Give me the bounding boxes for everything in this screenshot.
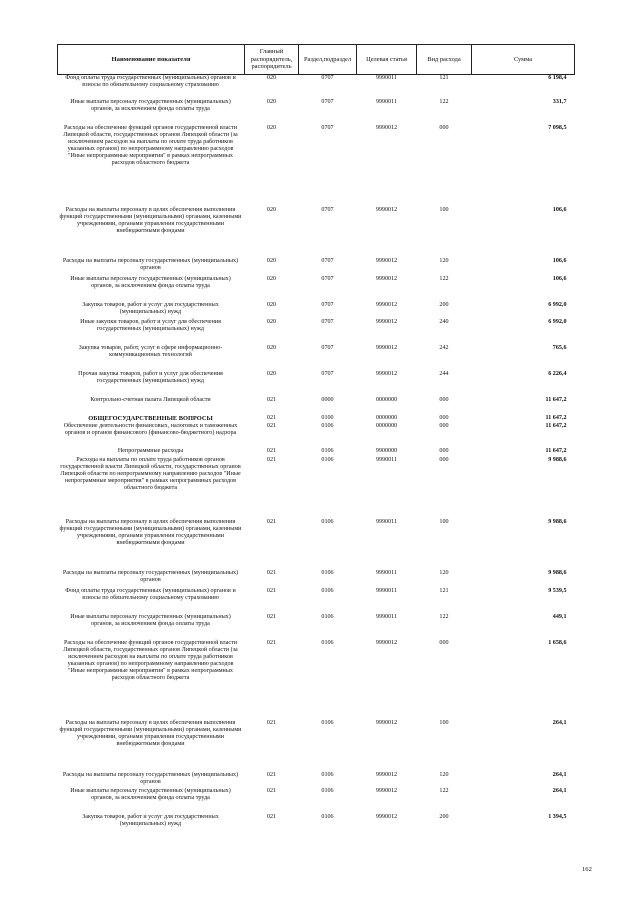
cell-section: 0707: [321, 206, 334, 213]
cell-grbs: 021: [266, 787, 277, 794]
cell-sum: 11 647,2: [545, 447, 567, 454]
cell-section: 0707: [321, 257, 334, 264]
cell-target: 9990011: [375, 518, 398, 525]
table-row: [58, 276, 575, 302]
cell-sum: 9 988,6: [548, 456, 567, 463]
table-row: [58, 788, 575, 814]
cell-sum: 6 198,4: [548, 75, 567, 81]
cell-section: 0106: [321, 639, 334, 646]
cell-sum: 106,6: [552, 206, 567, 213]
table-row: [58, 415, 575, 423]
cell-exptype: 200: [439, 301, 449, 308]
cell-name: Расходы на обеспечение функций органов государственной власти Липецкой области, государственных органов Липецкой области (за исключением расходов на выплаты по оплате труда работников указанных органов) по непрограммному направлению расходов "Иные непрограммные мероприятия" в рамках непрограммных расходов областного бюджета: [63, 639, 238, 681]
cell-name: Расходы на выплаты персоналу государственных (муниципальных) органов: [62, 771, 239, 785]
cell-target: 0000000: [375, 422, 398, 429]
cell-section: 0106: [321, 518, 334, 525]
cell-section: 0106: [321, 569, 334, 576]
cell-target: 0000000: [375, 414, 398, 421]
header-target: Целевая статья: [357, 45, 417, 75]
cell-name: Непрограммные расходы: [117, 447, 184, 454]
cell-sum: 7 098,5: [548, 124, 567, 131]
cell-target: 9990011: [375, 98, 398, 105]
cell-sum: 264,1: [552, 771, 567, 778]
cell-grbs: 020: [266, 301, 277, 308]
cell-grbs: 021: [266, 613, 277, 620]
cell-name: Иные выплаты персоналу государственных (муниципальных) органов, за исключением фонда оплаты труда: [70, 275, 231, 289]
cell-name: Иные закупки товаров, работ и услуг для обеспечения государственных (муниципальных) нужд: [80, 318, 221, 332]
cell-target: 9990012: [375, 257, 398, 264]
table-row: [58, 720, 575, 772]
budget-table: [57, 44, 575, 830]
cell-grbs: 020: [266, 370, 277, 377]
table-row: [58, 614, 575, 640]
table-row: [58, 588, 575, 614]
cell-target: 9990012: [375, 301, 398, 308]
cell-target: 9990012: [375, 370, 398, 377]
cell-exptype: 000: [439, 447, 449, 454]
table-body: [58, 75, 575, 830]
cell-name: Расходы на выплаты персоналу в целях обеспечения выполнения функций государственными (муниципальными) органами, казенными учреждениями, органами управления государственными внебюджетными фондами: [59, 518, 242, 546]
cell-sum: 264,1: [552, 787, 567, 794]
cell-target: 9990012: [375, 206, 398, 213]
cell-sum: 11 647,2: [545, 396, 567, 403]
cell-grbs: 020: [266, 344, 277, 351]
cell-section: 0000: [321, 396, 334, 403]
cell-sum: 331,7: [552, 98, 567, 105]
cell-exptype: 122: [439, 275, 449, 282]
table-row: [58, 570, 575, 588]
cell-target: 9990012: [375, 813, 398, 820]
cell-exptype: 120: [439, 569, 449, 576]
header-sum: Сумма: [472, 45, 575, 75]
table-row: [58, 99, 575, 125]
cell-exptype: 244: [439, 370, 449, 377]
table-row: [58, 640, 575, 720]
cell-name: Расходы на обеспечение функций органов государственной власти Липецкой области, государственных органов Липецкой области (за исключением расходов на выплаты по оплате труда работников указанных органов) по непрограммному направлению расходов "Иные непрограммные мероприятия" в рамках непрограммных расходов областного бюджета: [63, 124, 238, 166]
cell-target: 9990012: [375, 275, 398, 282]
cell-grbs: 020: [266, 318, 277, 325]
cell-sum: 9 539,5: [548, 587, 567, 594]
cell-grbs: 020: [266, 75, 277, 81]
cell-exptype: 200: [439, 813, 449, 820]
cell-name: Контрольно-счетная палата Липецкой области: [90, 396, 211, 403]
cell-name: Расходы на выплаты персоналу в целях обеспечения выполнения функций государственными (муниципальными) органами, казенными учреждениями, органами управления государственными внебюджетными фондами: [59, 206, 242, 234]
table-row: [58, 448, 575, 457]
cell-exptype: 100: [439, 206, 449, 213]
table-header: [58, 45, 575, 75]
cell-section: 0707: [321, 301, 334, 308]
cell-name: Расходы на выплаты персоналу в целях обеспечения выполнения функций государственными (муниципальными) органами, казенными учреждениями, органами управления государственными внебюджетными фондами: [59, 719, 242, 747]
cell-target: 9990012: [375, 344, 398, 351]
cell-sum: 6 226,4: [548, 370, 567, 377]
cell-sum: 9 988,6: [548, 569, 567, 576]
cell-exptype: 242: [439, 344, 449, 351]
table-row: [58, 397, 575, 415]
cell-grbs: 021: [266, 456, 277, 463]
cell-target: 9990012: [375, 787, 398, 794]
cell-target: 9990011: [375, 569, 398, 576]
table-row: [58, 814, 575, 830]
table-row: [58, 457, 575, 519]
cell-target: 9990012: [375, 771, 398, 778]
cell-exptype: 240: [439, 318, 449, 325]
cell-section: 0707: [321, 344, 334, 351]
cell-exptype: 000: [439, 456, 449, 463]
cell-exptype: 121: [439, 587, 449, 594]
cell-section: 0106: [321, 787, 334, 794]
cell-exptype: 121: [439, 75, 449, 81]
table-row: [58, 75, 575, 99]
cell-name: Фонд оплаты труда государственных (муниципальных) органов и взносы по обязательному социальному страхованию: [65, 75, 236, 89]
cell-section: 0106: [321, 813, 334, 820]
cell-target: 9990012: [375, 318, 398, 325]
cell-target: 9900000: [375, 447, 398, 454]
cell-exptype: 000: [439, 396, 449, 403]
cell-grbs: 021: [266, 396, 277, 403]
cell-target: 9990011: [375, 456, 398, 463]
cell-sum: 765,6: [552, 344, 567, 351]
cell-grbs: 020: [266, 206, 277, 213]
cell-exptype: 000: [439, 124, 449, 131]
cell-section: 0707: [321, 75, 334, 81]
table-row: [58, 519, 575, 570]
cell-exptype: 100: [439, 719, 449, 726]
table-row: [58, 371, 575, 397]
cell-target: 0000000: [375, 396, 398, 403]
cell-section: 0707: [321, 370, 334, 377]
cell-grbs: 020: [266, 275, 277, 282]
table-row: [58, 772, 575, 788]
cell-name: Расходы на выплаты по оплате труда работников органов государственной власти Липецкой области, государственных органов Липецкой области по непрограммному направлению расходов "Иные непрограммные мероприятия" в рамках непрограммных расходов областного бюджета: [60, 456, 241, 491]
cell-sum: 9 988,6: [548, 518, 567, 525]
cell-name: Прочая закупка товаров, работ и услуг для обеспечения государственных (муниципальных) нужд: [78, 370, 223, 384]
table-row: [58, 302, 575, 319]
cell-target: 9990012: [375, 124, 398, 131]
cell-section: 0707: [321, 124, 334, 131]
cell-grbs: 021: [266, 587, 277, 594]
header-exptype: Вид расхода: [417, 45, 472, 75]
cell-sum: 6 992,0: [548, 301, 567, 308]
cell-name: Иные выплаты персоналу государственных (муниципальных) органов, за исключением фонда оплаты труда: [70, 787, 231, 801]
cell-section: 0707: [321, 98, 334, 105]
page-number: 162: [582, 866, 592, 873]
table-row: [58, 125, 575, 207]
table-row: [58, 423, 575, 448]
cell-section: 0707: [321, 318, 334, 325]
cell-target: 9990012: [375, 639, 398, 646]
cell-exptype: 122: [439, 613, 449, 620]
cell-name: Расходы на выплаты персоналу государственных (муниципальных) органов: [62, 257, 239, 271]
cell-grbs: 021: [266, 771, 277, 778]
cell-name: ОБЩЕГОСУДАРСТВЕННЫЕ ВОПРОСЫ: [88, 414, 213, 422]
table-row: [58, 258, 575, 276]
table-row: [58, 207, 575, 258]
cell-name: Расходы на выплаты персоналу государственных (муниципальных) органов: [62, 569, 239, 583]
header-name: Наименование показателя: [58, 45, 245, 75]
cell-section: 0707: [321, 275, 334, 282]
cell-name: Закупка товаров, работ и услуг для государственных (муниципальных) нужд: [82, 301, 219, 315]
cell-exptype: 122: [439, 787, 449, 794]
cell-target: 9990011: [375, 613, 398, 620]
table-row: [58, 319, 575, 345]
cell-sum: 264,1: [552, 719, 567, 726]
cell-section: 0106: [321, 587, 334, 594]
cell-grbs: 021: [266, 518, 277, 525]
cell-section: 0106: [321, 447, 334, 454]
cell-name: Обеспечение деятельности финансовых, налоговых и таможенных органов и органов финансового (финансово-бюджетного) надзора: [63, 422, 238, 436]
cell-name: Закупка товаров, работ, услуг в сфере информационно-коммуникационных технологий: [78, 344, 223, 358]
cell-name: Закупка товаров, работ и услуг для государственных (муниципальных) нужд: [82, 813, 219, 827]
cell-sum: 1 394,5: [548, 813, 567, 820]
cell-section: 0106: [321, 422, 334, 429]
cell-grbs: 020: [266, 257, 277, 264]
cell-exptype: 000: [439, 414, 449, 421]
cell-exptype: 122: [439, 98, 449, 105]
cell-target: 9990011: [375, 75, 398, 81]
cell-sum: 106,6: [552, 257, 567, 264]
cell-grbs: 020: [266, 124, 277, 131]
cell-grbs: 021: [266, 813, 277, 820]
cell-grbs: 021: [266, 639, 277, 646]
cell-grbs: 021: [266, 414, 277, 421]
cell-sum: 106,6: [552, 275, 567, 282]
cell-sum: 449,1: [552, 613, 567, 620]
cell-grbs: 021: [266, 447, 277, 454]
cell-sum: 6 992,0: [548, 318, 567, 325]
cell-section: 0106: [321, 719, 334, 726]
cell-exptype: 000: [439, 422, 449, 429]
cell-target: 9990012: [375, 719, 398, 726]
cell-exptype: 120: [439, 771, 449, 778]
table-row: [58, 345, 575, 371]
cell-exptype: 120: [439, 257, 449, 264]
cell-target: 9990011: [375, 587, 398, 594]
cell-grbs: 020: [266, 98, 277, 105]
cell-sum: 1 658,6: [548, 639, 567, 646]
cell-grbs: 021: [266, 422, 277, 429]
cell-grbs: 021: [266, 719, 277, 726]
cell-grbs: 021: [266, 569, 277, 576]
cell-name: Иные выплаты персоналу государственных (муниципальных) органов, за исключением фонда оплаты труда: [70, 98, 231, 112]
cell-section: 0106: [321, 613, 334, 620]
header-section: Раздел,подраздел: [299, 45, 357, 75]
cell-name: Фонд оплаты труда государственных (муниципальных) органов и взносы по обязательному социальному страхованию: [65, 587, 236, 601]
cell-section: 0106: [321, 456, 334, 463]
cell-name: Иные выплаты персоналу государственных (муниципальных) органов, за исключением фонда оплаты труда: [70, 613, 231, 627]
cell-sum: 11 647,2: [545, 414, 567, 421]
cell-section: 0106: [321, 771, 334, 778]
cell-section: 0100: [321, 414, 334, 421]
cell-exptype: 000: [439, 639, 449, 646]
cell-exptype: 100: [439, 518, 449, 525]
header-grbs: Главный распорядитель, распорядитель: [245, 45, 299, 75]
cell-sum: 11 647,2: [545, 422, 567, 429]
